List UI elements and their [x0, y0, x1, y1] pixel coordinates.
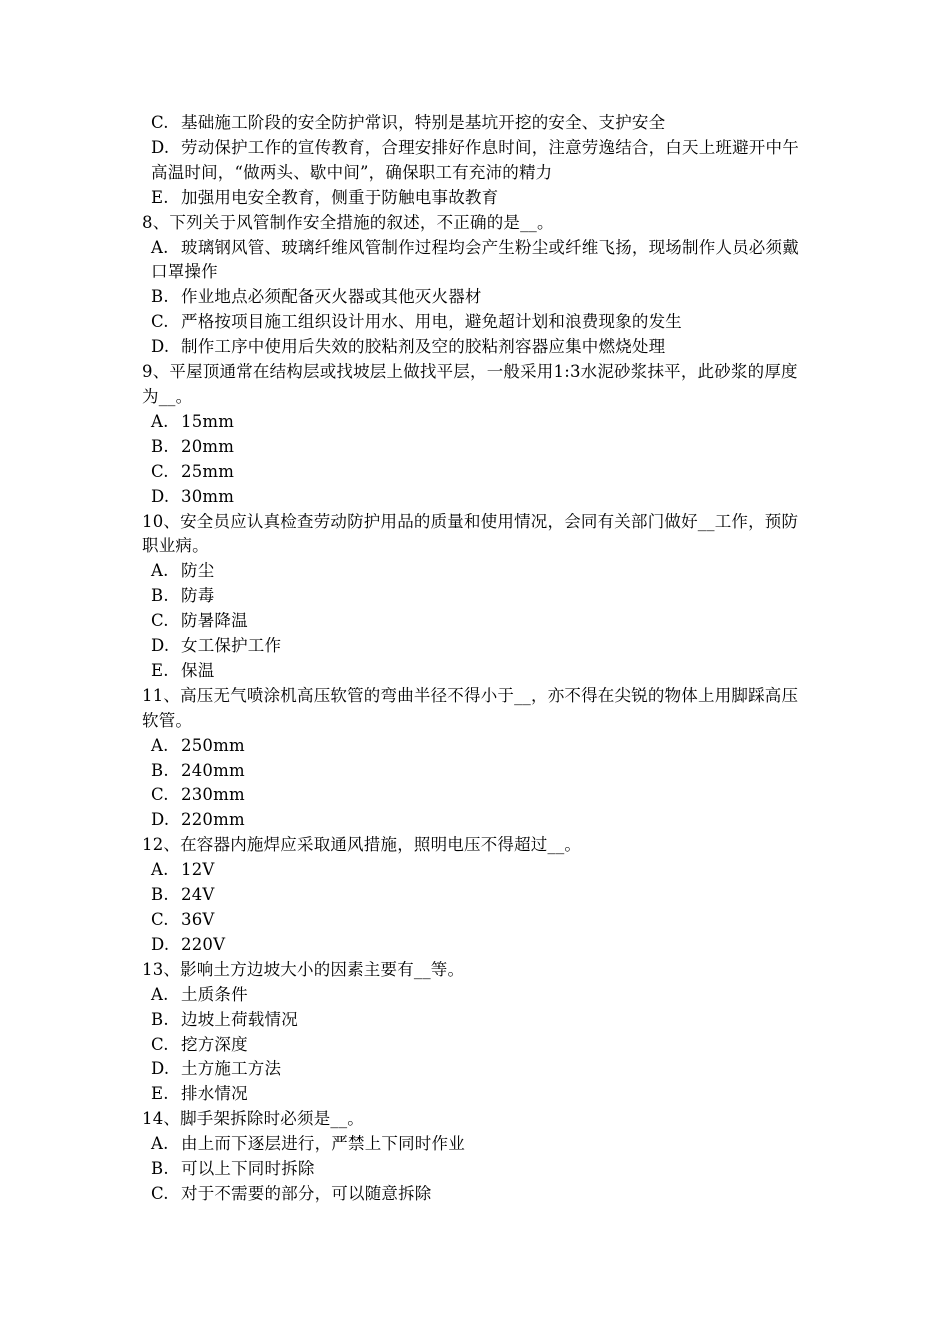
answer-option — [142, 1033, 814, 1058]
answer-option — [142, 983, 814, 1008]
answer-option — [142, 634, 814, 659]
option-text: 可以上下同时拆除 — [181, 1159, 315, 1179]
option-text: 防毒 — [181, 586, 215, 606]
option-key: D. — [151, 1059, 170, 1079]
question-text: 10、安全员应认真检查劳动防护用品的质量和使用情况，会同有关部门做好__工作，预防职业病。 — [142, 511, 799, 556]
answer-option — [142, 1132, 814, 1157]
answer-option — [142, 609, 814, 634]
answer-option — [142, 659, 814, 684]
option-key: C. — [151, 1183, 169, 1203]
option-text: 25mm — [181, 461, 235, 481]
option-text: 对于不需要的部分，可以随意拆除 — [181, 1183, 432, 1203]
option-key: A. — [151, 1134, 169, 1154]
option-text: 劳动保护工作的宣传教育，合理安排好作息时间，注意劳逸结合，白天上班避开中午高温时间，“做两头、歇中间”，确保职工有充沛的精力 — [151, 137, 799, 182]
option-text: 基础施工阶段的安全防护常识，特别是基坑开挖的安全、支护安全 — [181, 113, 666, 132]
option-key: C. — [151, 461, 169, 481]
answer-option — [142, 734, 814, 759]
option-text: 防暑降温 — [181, 611, 248, 631]
option-key: E. — [151, 660, 169, 680]
option-text: 24V — [181, 885, 215, 905]
option-key: D. — [151, 810, 170, 830]
answer-option — [142, 559, 814, 584]
option-text: 作业地点必须配备灭火器或其他灭火器材 — [181, 287, 482, 307]
option-key: B. — [151, 436, 169, 456]
option-key: C. — [151, 611, 169, 631]
answer-option — [142, 808, 814, 833]
answer-option — [142, 858, 814, 883]
option-text: 土方施工方法 — [181, 1059, 282, 1079]
option-text: 严格按项目施工组织设计用水、用电，避免超计划和浪费现象的发生 — [181, 312, 682, 332]
option-key: A. — [151, 860, 169, 880]
option-key: B. — [151, 287, 169, 307]
answer-option — [142, 908, 814, 933]
question-text: 12、在容器内施焊应采取通风措施，照明电压不得超过__。 — [142, 835, 582, 855]
question-text: 11、高压无气喷涂机高压软管的弯曲半径不得小于__，亦不得在尖锐的物体上用脚踩高压软管。 — [142, 685, 799, 730]
answer-option — [142, 285, 814, 310]
option-key: B. — [151, 1159, 169, 1179]
option-key: C. — [151, 785, 169, 805]
option-text: 36V — [181, 910, 215, 929]
option-key: A. — [151, 984, 169, 1004]
answer-option — [142, 485, 814, 510]
answer-option — [142, 783, 814, 808]
answer-option — [142, 111, 814, 136]
answer-option — [142, 933, 814, 958]
option-text: 挖方深度 — [181, 1034, 248, 1054]
option-text: 30mm — [181, 486, 235, 506]
option-text: 排水情况 — [181, 1084, 248, 1104]
option-text: 防尘 — [181, 561, 215, 581]
option-key: B. — [151, 760, 169, 780]
option-text: 230mm — [181, 785, 245, 805]
option-text: 加强用电安全教育，侧重于防触电事故教育 — [181, 187, 499, 207]
question-text: 13、影响土方边坡大小的因素主要有__等。 — [142, 959, 465, 979]
option-key: E. — [151, 187, 169, 207]
answer-option — [142, 460, 814, 485]
option-key: D. — [151, 486, 170, 506]
option-key: C. — [151, 910, 169, 929]
option-text: 15mm — [181, 411, 235, 431]
option-key: C. — [151, 113, 169, 132]
answer-option — [142, 1057, 814, 1082]
option-key: C. — [151, 312, 169, 332]
option-key: A. — [151, 237, 169, 257]
option-text: 边坡上荷载情况 — [181, 1009, 298, 1029]
option-key: B. — [151, 586, 169, 606]
answer-option — [142, 1157, 814, 1182]
option-text: 女工保护工作 — [181, 636, 282, 656]
question-text: 14、脚手架拆除时必须是__。 — [142, 1109, 364, 1129]
option-text: 12V — [181, 860, 215, 880]
answer-option — [142, 410, 814, 435]
option-text: 220V — [181, 934, 226, 954]
option-key: B. — [151, 885, 169, 905]
option-key: A. — [151, 411, 169, 431]
answer-option — [142, 335, 814, 360]
option-key: D. — [151, 337, 170, 357]
answer-option — [142, 883, 814, 908]
answer-option — [142, 186, 814, 211]
option-text: 20mm — [181, 436, 235, 456]
answer-option — [142, 584, 814, 609]
option-text: 土质条件 — [181, 984, 248, 1004]
answer-option — [142, 136, 814, 186]
option-text: 220mm — [181, 810, 245, 830]
option-text: 保温 — [181, 660, 215, 680]
option-key: D. — [151, 636, 170, 656]
option-key: B. — [151, 1009, 169, 1029]
option-key: D. — [151, 137, 170, 157]
document-body — [142, 111, 814, 1207]
question-text: 9、平屋顶通常在结构层或找坡层上做找平层，一般采用1:3水泥砂浆抹平，此砂浆的厚度为__。 — [142, 362, 798, 406]
option-key: C. — [151, 1034, 169, 1054]
option-text: 玻璃钢风管、玻璃纤维风管制作过程均会产生粉尘或纤维飞扬，现场制作人员必须戴口罩操作 — [151, 237, 799, 282]
option-key: A. — [151, 735, 169, 755]
answer-option — [142, 1008, 814, 1033]
answer-option — [142, 435, 814, 460]
answer-option — [142, 1082, 814, 1107]
option-key: D. — [151, 934, 170, 954]
answer-option — [142, 310, 814, 335]
option-text: 制作工序中使用后失效的胶粘剂及空的胶粘剂容器应集中燃烧处理 — [181, 337, 666, 357]
option-text: 250mm — [181, 735, 245, 755]
answer-option — [142, 236, 814, 286]
answer-option — [142, 1182, 814, 1207]
option-text: 240mm — [181, 760, 245, 780]
option-key: E. — [151, 1084, 169, 1104]
option-text: 由上而下逐层进行，严禁上下同时作业 — [181, 1134, 465, 1154]
answer-option — [142, 759, 814, 784]
question-text: 8、下列关于风管制作安全措施的叙述，不正确的是__。 — [142, 212, 554, 232]
option-key: A. — [151, 561, 169, 581]
